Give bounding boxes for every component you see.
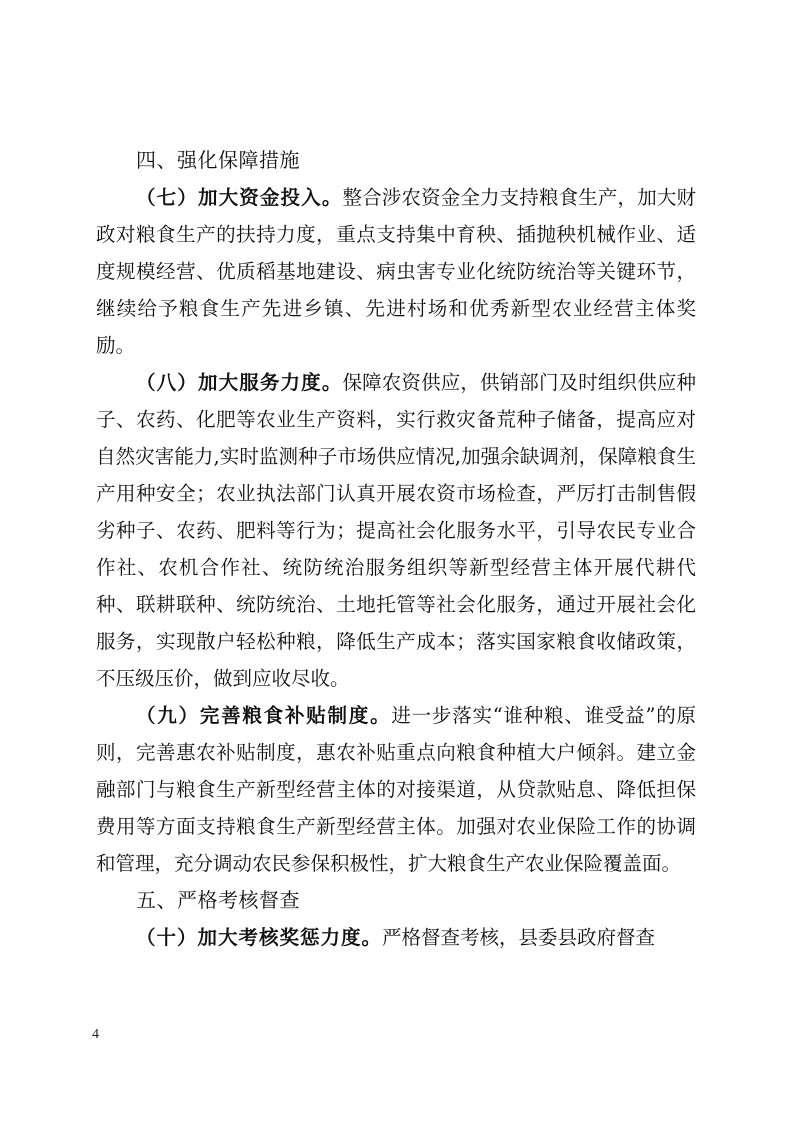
item-7-lead: （七）加大资金投入。 bbox=[136, 186, 343, 209]
item-8-lead: （八）加大服务力度。 bbox=[136, 371, 343, 394]
section-heading-5: 五、严格考核督查 bbox=[136, 888, 300, 912]
item-9-body: 进一步落实“谁种粮、谁受益”的原则，完善惠农补贴制度，惠农补贴重点向粮食种植大户倾斜。建立金融部门与粮食生产新型经营主体的对接渠道，从贷款贴息、降低担保费用等方面支持粮食生产新型经营主体。加强对农业保险工作的协调和管理，充分调动农民参保积极性，扩大粮食生产农业保险覆盖面。 bbox=[96, 704, 696, 875]
page-number: 4 bbox=[92, 1027, 99, 1042]
paragraph-item-10 bbox=[96, 919, 696, 956]
document-body bbox=[96, 142, 696, 956]
paragraph-item-9 bbox=[96, 697, 696, 882]
paragraph-item-8 bbox=[96, 364, 696, 697]
item-7-body: 整合涉农资金全力支持粮食生产，加大财政对粮食生产的扶持力度，重点支持集中育秧、插抛秧机械作业、适度规模经营、优质稻基地建设、病虫害专业化统防统治等关键环节，继续给予粮食生产先进乡镇、先进村场和优秀新型农业经营主体奖励。 bbox=[96, 186, 696, 357]
item-8-body: 保障农资供应，供销部门及时组织供应种子、农药、化肥等农业生产资料，实行救灾备荒种子储备，提高应对自然灾害能力,实时监测种子市场供应情况,加强余缺调剂，保障粮食生产用种安全；农业执法部门认真开展农资市场检查，严厉打击制售假劣种子、农药、肥料等行为；提高社会化服务水平，引导农民专业合作社、农机合作社、统防统治服务组织等新型经营主体开展代耕代种、联耕联种、统防统治、土地托管等社会化服务，通过开展社会化服务，实现散户轻松种粮，降低生产成本；落实国家粮食收储政策，不压级压价，做到应收尽收。 bbox=[96, 371, 696, 690]
item-9-lead: （九）完善粮食补贴制度。 bbox=[136, 704, 392, 727]
item-10-lead: （十）加大考核奖惩力度。 bbox=[136, 926, 383, 949]
paragraph-item-7 bbox=[96, 179, 696, 364]
item-10-body: 严格督查考核，县委县政府督查 bbox=[382, 926, 656, 949]
section-heading-4: 四、强化保障措施 bbox=[136, 148, 300, 172]
